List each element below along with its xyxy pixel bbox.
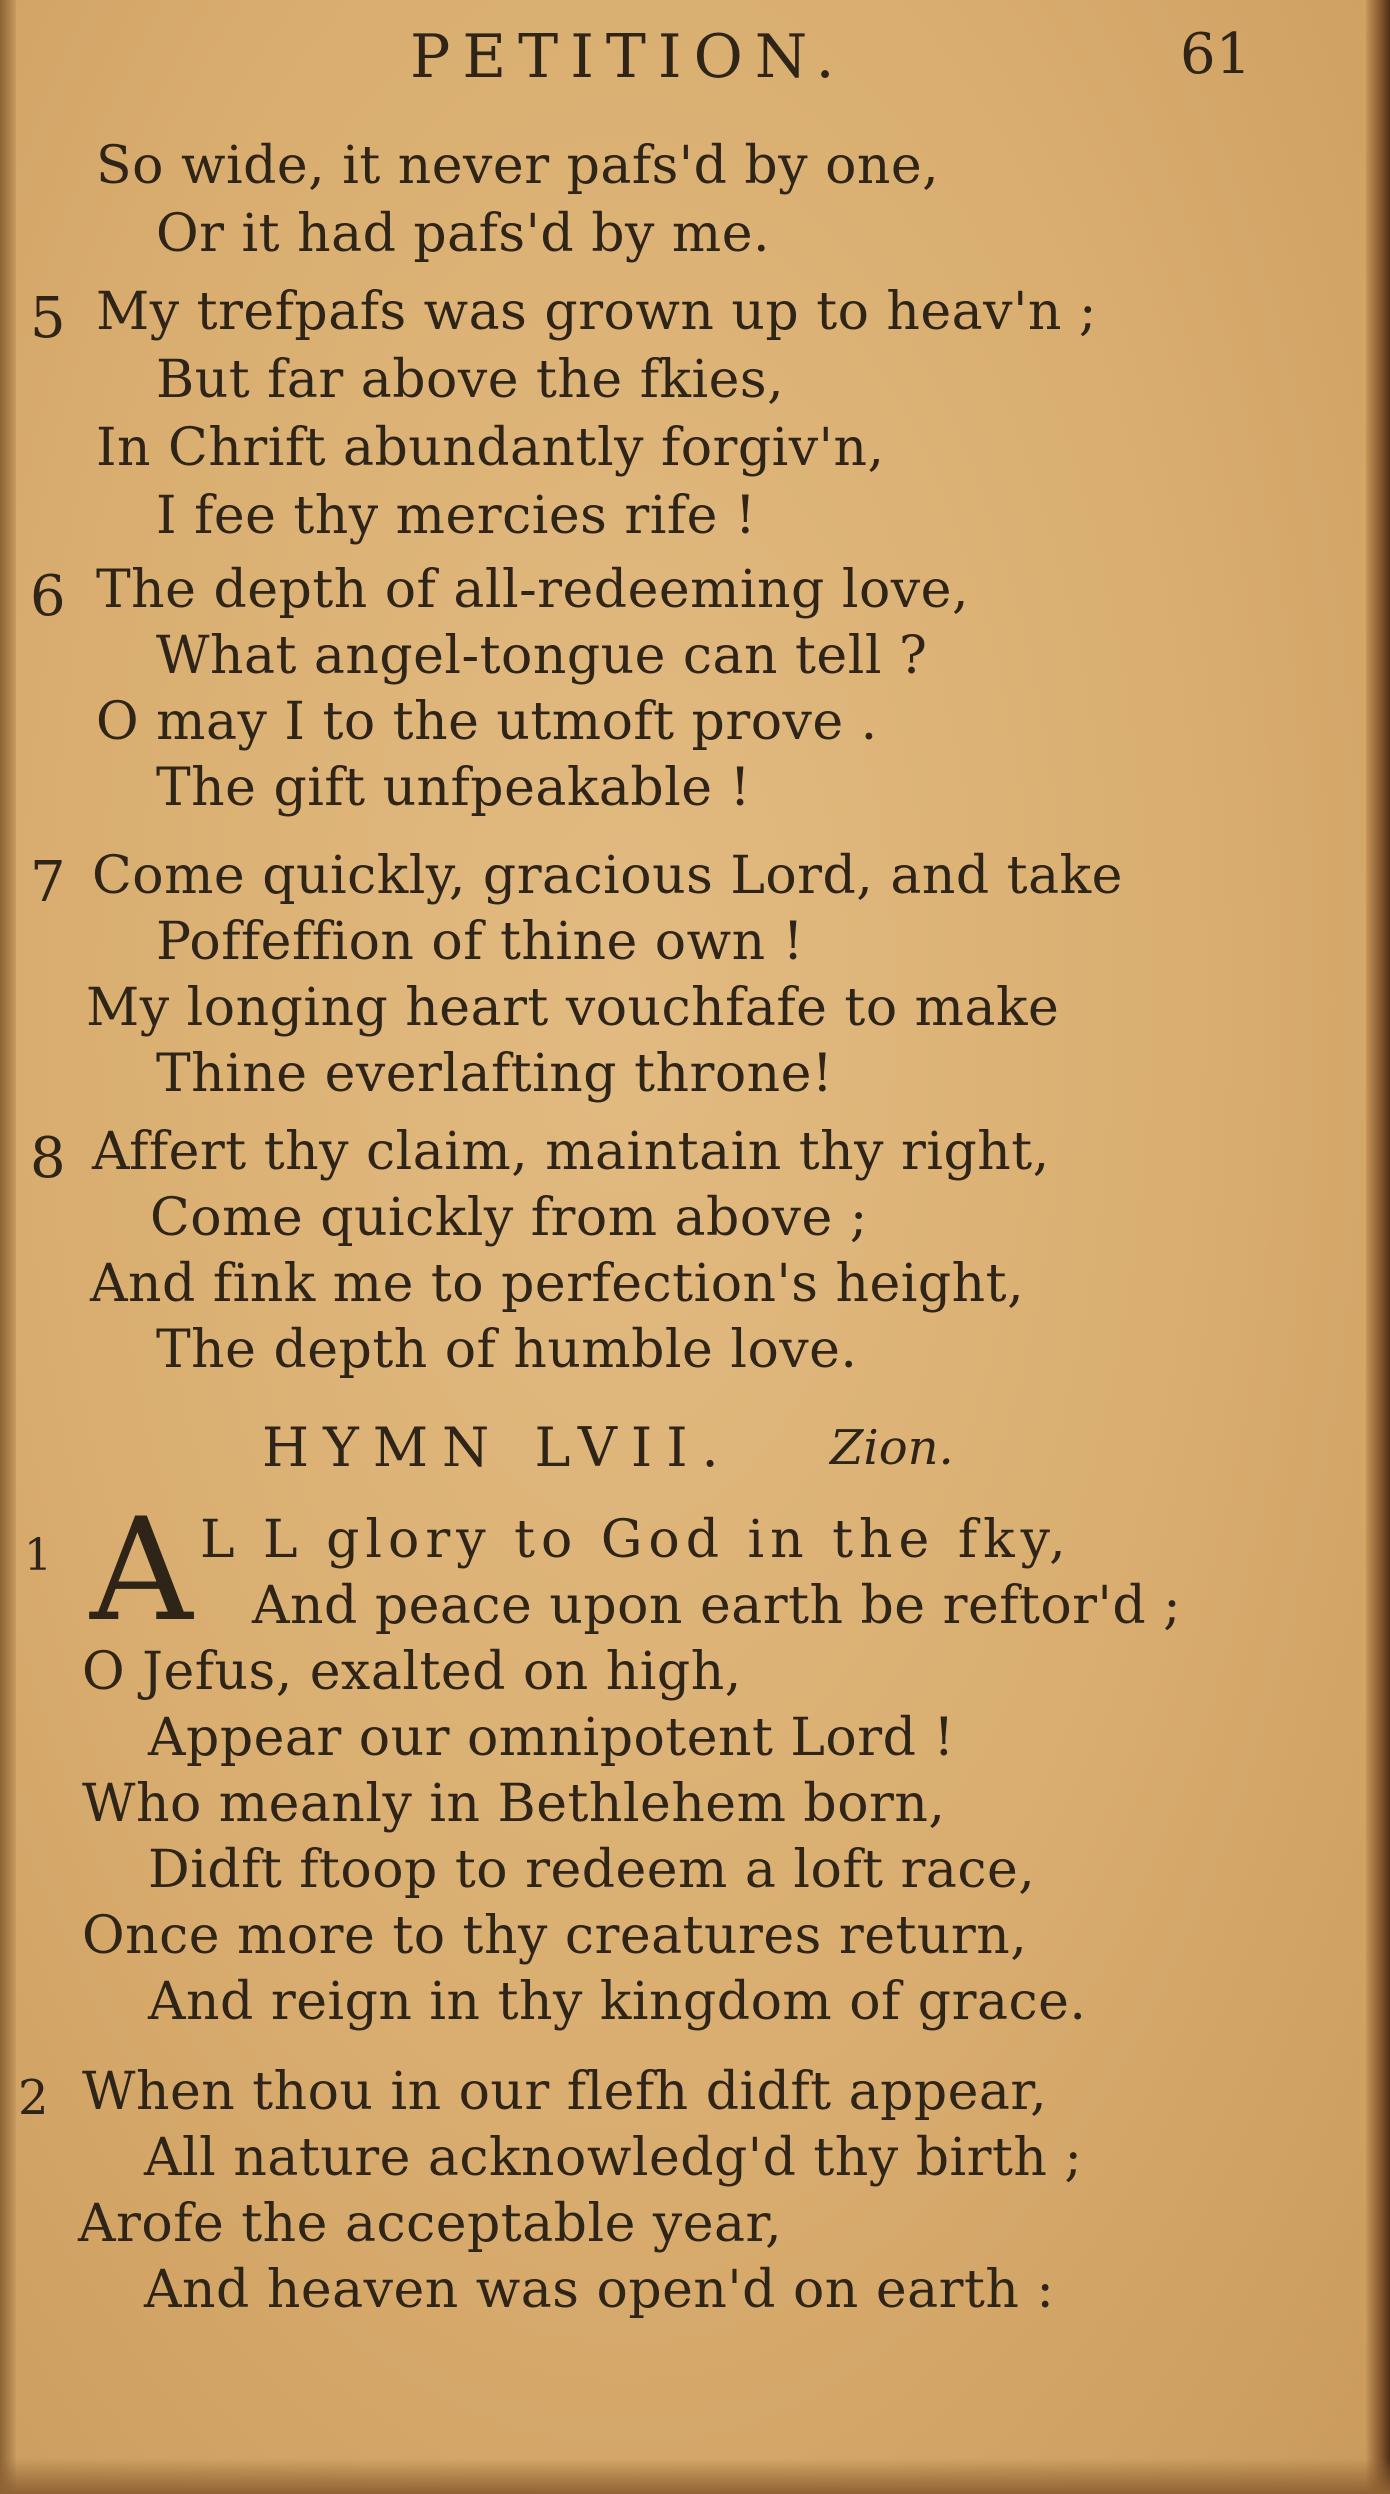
verse-line: Come quickly from above ;: [150, 1188, 868, 1248]
verse-line: My trefpafs was grown up to heav'n ;: [96, 282, 1097, 342]
page-bottom-edge: [0, 2458, 1390, 2494]
page-gutter-shadow: [0, 0, 16, 2494]
verse-line: Who meanly in Bethlehem born,: [82, 1774, 946, 1834]
verse-line: Once more to thy creatures return,: [82, 1906, 1028, 1966]
verse-number: 2: [18, 2070, 49, 2126]
verse-line: So wide, it never pafs'd by one,: [96, 136, 940, 196]
verse-line: O may I to the utmoft prove .: [96, 692, 878, 752]
verse-line: I fee thy mercies rife !: [156, 486, 757, 546]
verse-line: L L glory to God in the fky,: [200, 1510, 1072, 1570]
verse-line: Thine everlafting throne!: [156, 1044, 834, 1104]
verse-line: And heaven was open'd on earth :: [144, 2260, 1055, 2320]
hymn-theme: Zion.: [830, 1420, 954, 1476]
verse-number: 1: [24, 1530, 52, 1581]
verse-line: Arofe the acceptable year,: [78, 2194, 783, 2254]
drop-cap: A: [90, 1488, 193, 1653]
verse-line: The gift unfpeakable !: [156, 758, 751, 818]
verse-number: 7: [30, 850, 66, 915]
verse-line: And fink me to perfection's height,: [90, 1254, 1025, 1314]
verse-line: The depth of humble love.: [156, 1320, 858, 1380]
verse-line: What angel-tongue can tell ?: [156, 626, 928, 686]
verse-number: 5: [30, 286, 66, 351]
verse-line: And peace upon earth be reftor'd ;: [252, 1576, 1182, 1636]
verse-line: Affert thy claim, maintain thy right,: [92, 1122, 1050, 1182]
verse-number: 6: [30, 564, 66, 629]
verse-line: Come quickly, gracious Lord, and take: [92, 846, 1123, 906]
verse-line: In Chrift abundantly forgiv'n,: [96, 418, 885, 478]
verse-line: Poffeffion of thine own !: [156, 912, 805, 972]
verse-line: My longing heart vouchfafe to make: [86, 978, 1060, 1038]
verse-line: When thou in our flefh didft appear,: [82, 2062, 1048, 2122]
verse-number: 8: [30, 1126, 66, 1191]
verse-line: Or it had pafs'd by me.: [156, 204, 771, 264]
verse-line: And reign in thy kingdom of grace.: [148, 1972, 1087, 2032]
verse-line: O Jefus, exalted on high,: [82, 1642, 742, 1702]
running-title: PETITION.: [410, 22, 847, 92]
verse-line: The depth of all-redeeming love,: [96, 560, 969, 620]
verse-line: But far above the fkies,: [156, 350, 785, 410]
verse-line: Didft ftoop to redeem a loft race,: [148, 1840, 1036, 1900]
verse-line: All nature acknowledg'd thy birth ;: [144, 2128, 1083, 2188]
page-edge: [1366, 0, 1390, 2494]
page-number: 61: [1180, 22, 1252, 87]
hymn-title: HYMN LVII.: [262, 1416, 733, 1479]
verse-line: Appear our omnipotent Lord !: [148, 1708, 955, 1768]
